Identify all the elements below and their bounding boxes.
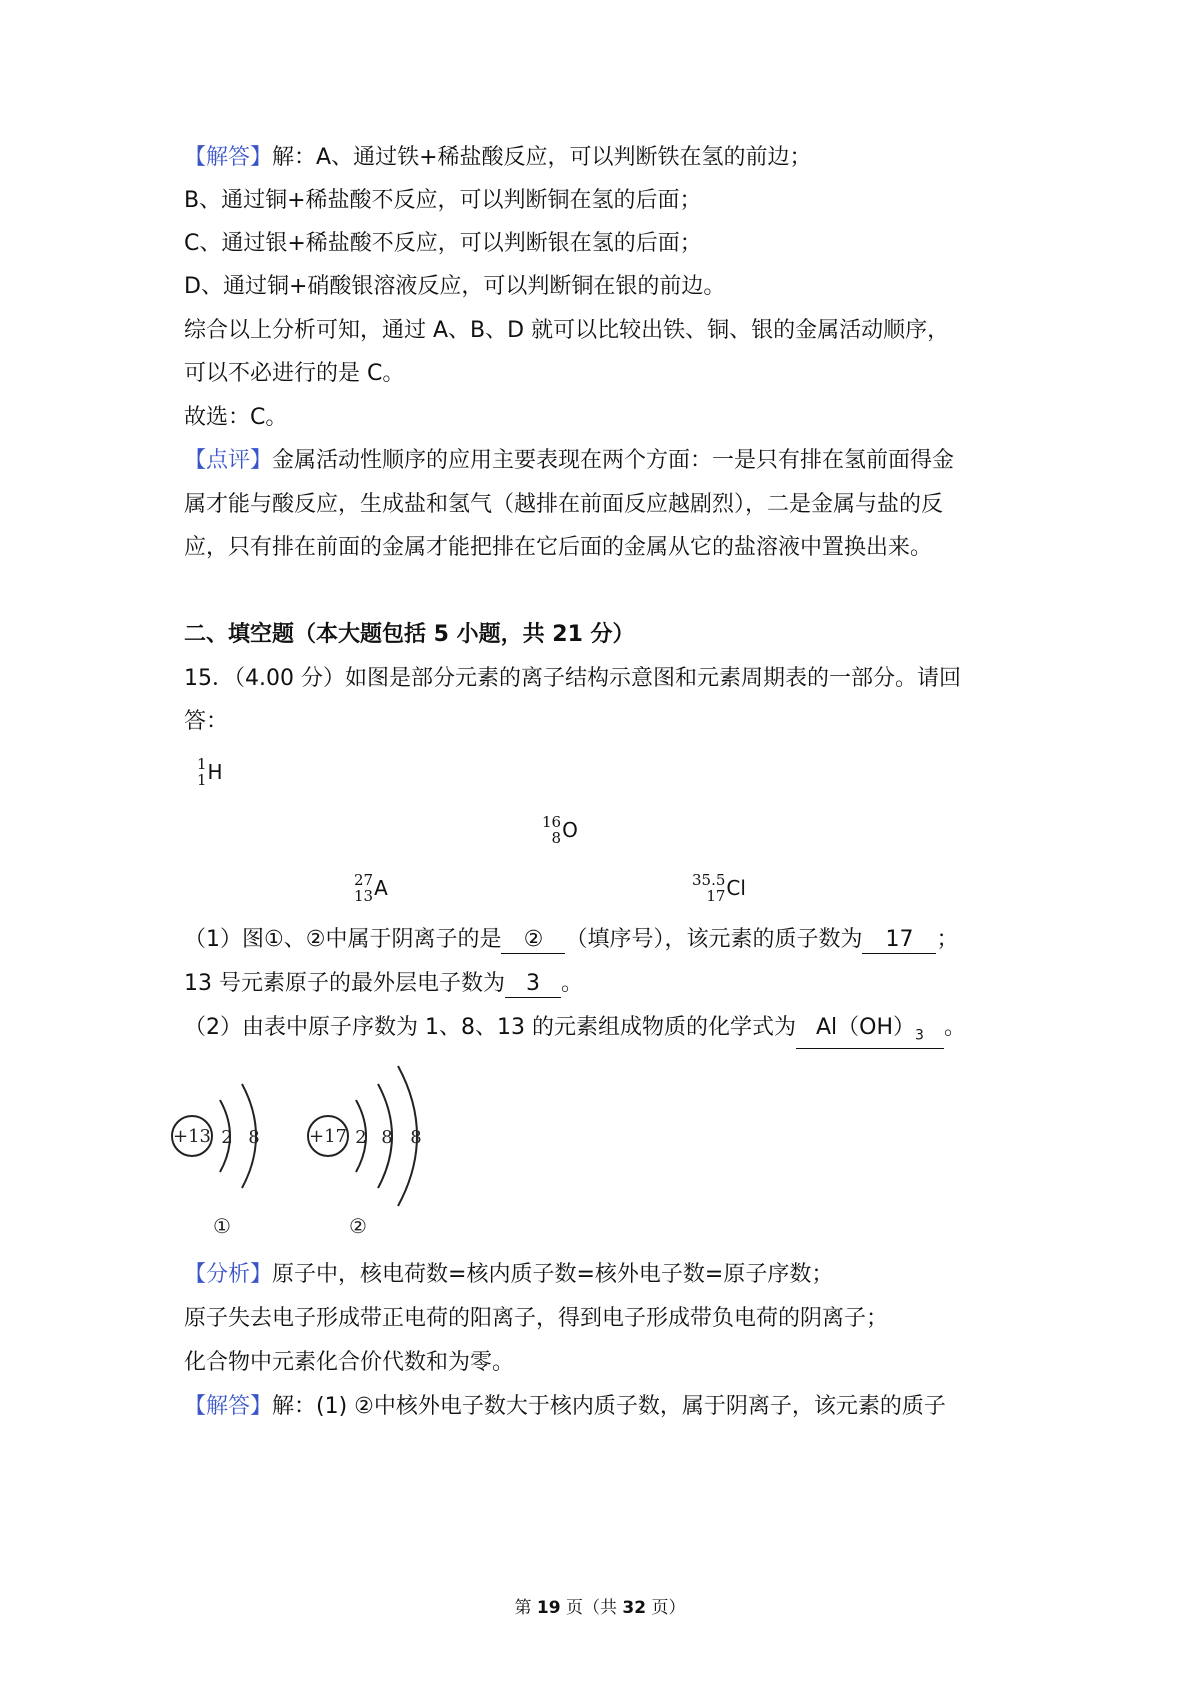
shell-electrons: 8 [248,1127,260,1148]
formula-subscript: 3 [915,1027,924,1044]
comment-tag: 【点评】 [184,448,273,473]
answer2-line-1 [184,1392,946,1422]
shell-electrons: 8 [381,1127,393,1148]
answer-line-6: 可以不必进行的是 C。 [184,361,405,386]
answer-line-1 [184,143,812,173]
section-heading: 二、填空题（本大题包括 5 小题，共 21 分） [184,622,635,647]
analysis-text: 原子中，核电荷数=核内质子数=核外电子数=原子序数； [272,1262,834,1287]
footer-text: 页） [646,1598,686,1618]
answer2-tag: 【解答】 [184,1394,273,1419]
part1-text-c: ； [936,927,959,952]
element-symbol: H [207,760,223,784]
answer-blank-2: 17 [862,927,936,954]
element-o [542,814,578,846]
answer-blank-1: ② [501,927,565,954]
analysis-tag: 【分析】 [184,1262,273,1287]
question-line-2: 答： [184,709,229,734]
element-number: 13 [354,887,374,905]
element-cl [692,872,746,904]
answer-blank-3: 3 [505,971,561,998]
shell-electrons: 2 [355,1127,367,1148]
element-symbol: O [562,818,578,842]
part1-text-e: 。 [561,971,584,996]
nucleus-charge: +17 [309,1126,347,1147]
question-line-1: 15．（4.00 分）如图是部分元素的离子结构示意图和元素周期表的一部分。请回 [184,666,961,691]
answer-line-7: 故选：C。 [184,405,288,430]
part1-text-d: 13 号元素原子的最外层电子数为 [184,971,505,996]
answer-line-2: B、通过铜+稀盐酸不反应，可以判断铜在氢的后面； [184,188,702,213]
answer-text: 解：A、通过铁+稀盐酸反应，可以判断铁在氢的前边； [272,145,812,170]
analysis-line-3: 化合物中元素化合价代数和为零。 [184,1350,515,1375]
diagram-label: ② [349,1214,367,1238]
shell-electrons: 8 [410,1127,422,1148]
page-total: 32 [622,1598,647,1618]
answer-line-5: 综合以上分析可知，通过 A、B、D 就可以比较出铁、铜、银的金属活动顺序， [184,318,950,343]
comment-line-1 [184,446,954,476]
element-h [197,756,223,788]
analysis-line-2: 原子失去电子形成带正电荷的阳离子，得到电子形成带负电荷的阴离子； [184,1306,889,1331]
part2-line [184,1013,966,1049]
comment-line-3: 应，只有排在前面的金属才能把排在它后面的金属从它的盐溶液中置换出来。 [184,535,933,560]
page-number: 19 [536,1598,561,1618]
shell-electrons: 2 [221,1127,233,1148]
footer-text: 第 [514,1598,537,1618]
part1-text-a: （1）图①、②中属于阴离子的是 [184,927,502,952]
ion-structure-diagrams [170,1060,470,1250]
element-mass: 27 [354,871,374,889]
footer-text: 页（共 [560,1598,623,1618]
element-number: 17 [706,887,726,905]
answer2-text: 解：(1) ②中核外电子数大于核内质子数，属于阴离子，该元素的质子 [272,1394,946,1419]
element-symbol: A [374,876,388,900]
element-number: 1 [197,771,207,789]
part1-text-b: （填序号），该元素的质子数为 [565,927,863,952]
answer-line-3: C、通过银+稀盐酸不反应，可以判断银在氢的后面； [184,231,702,256]
answer-line-4: D、通过铜+硝酸银溶液反应，可以判断铜在银的前边。 [184,274,726,299]
element-symbol: Cl [726,876,746,900]
nucleus-charge: +13 [173,1126,211,1147]
comment-line-2: 属才能与酸反应，生成盐和氢气（越排在前面反应越剧烈），二是金属与盐的反 [184,492,944,517]
formula-main: Al（OH） [816,1015,916,1040]
part2-text-b: 。 [943,1015,966,1040]
element-mass: 1 [197,755,207,773]
part1-line-1 [184,925,958,955]
answer-tag: 【解答】 [184,145,273,170]
element-mass: 16 [542,813,562,831]
analysis-line-1 [184,1260,833,1290]
element-mass: 35.5 [692,871,726,889]
part1-line-2 [184,969,583,999]
answer-blank-4 [796,1015,944,1049]
comment-text: 金属活动性顺序的应用主要表现在两个方面：一是只有排在氢前面得金 [272,448,955,473]
page-footer [0,1593,1200,1618]
element-al [354,872,388,904]
part2-text-a: （2）由表中原子序数为 1、8、13 的元素组成物质的化学式为 [184,1015,796,1040]
element-number: 8 [551,829,562,847]
diagram-label: ① [213,1214,231,1238]
